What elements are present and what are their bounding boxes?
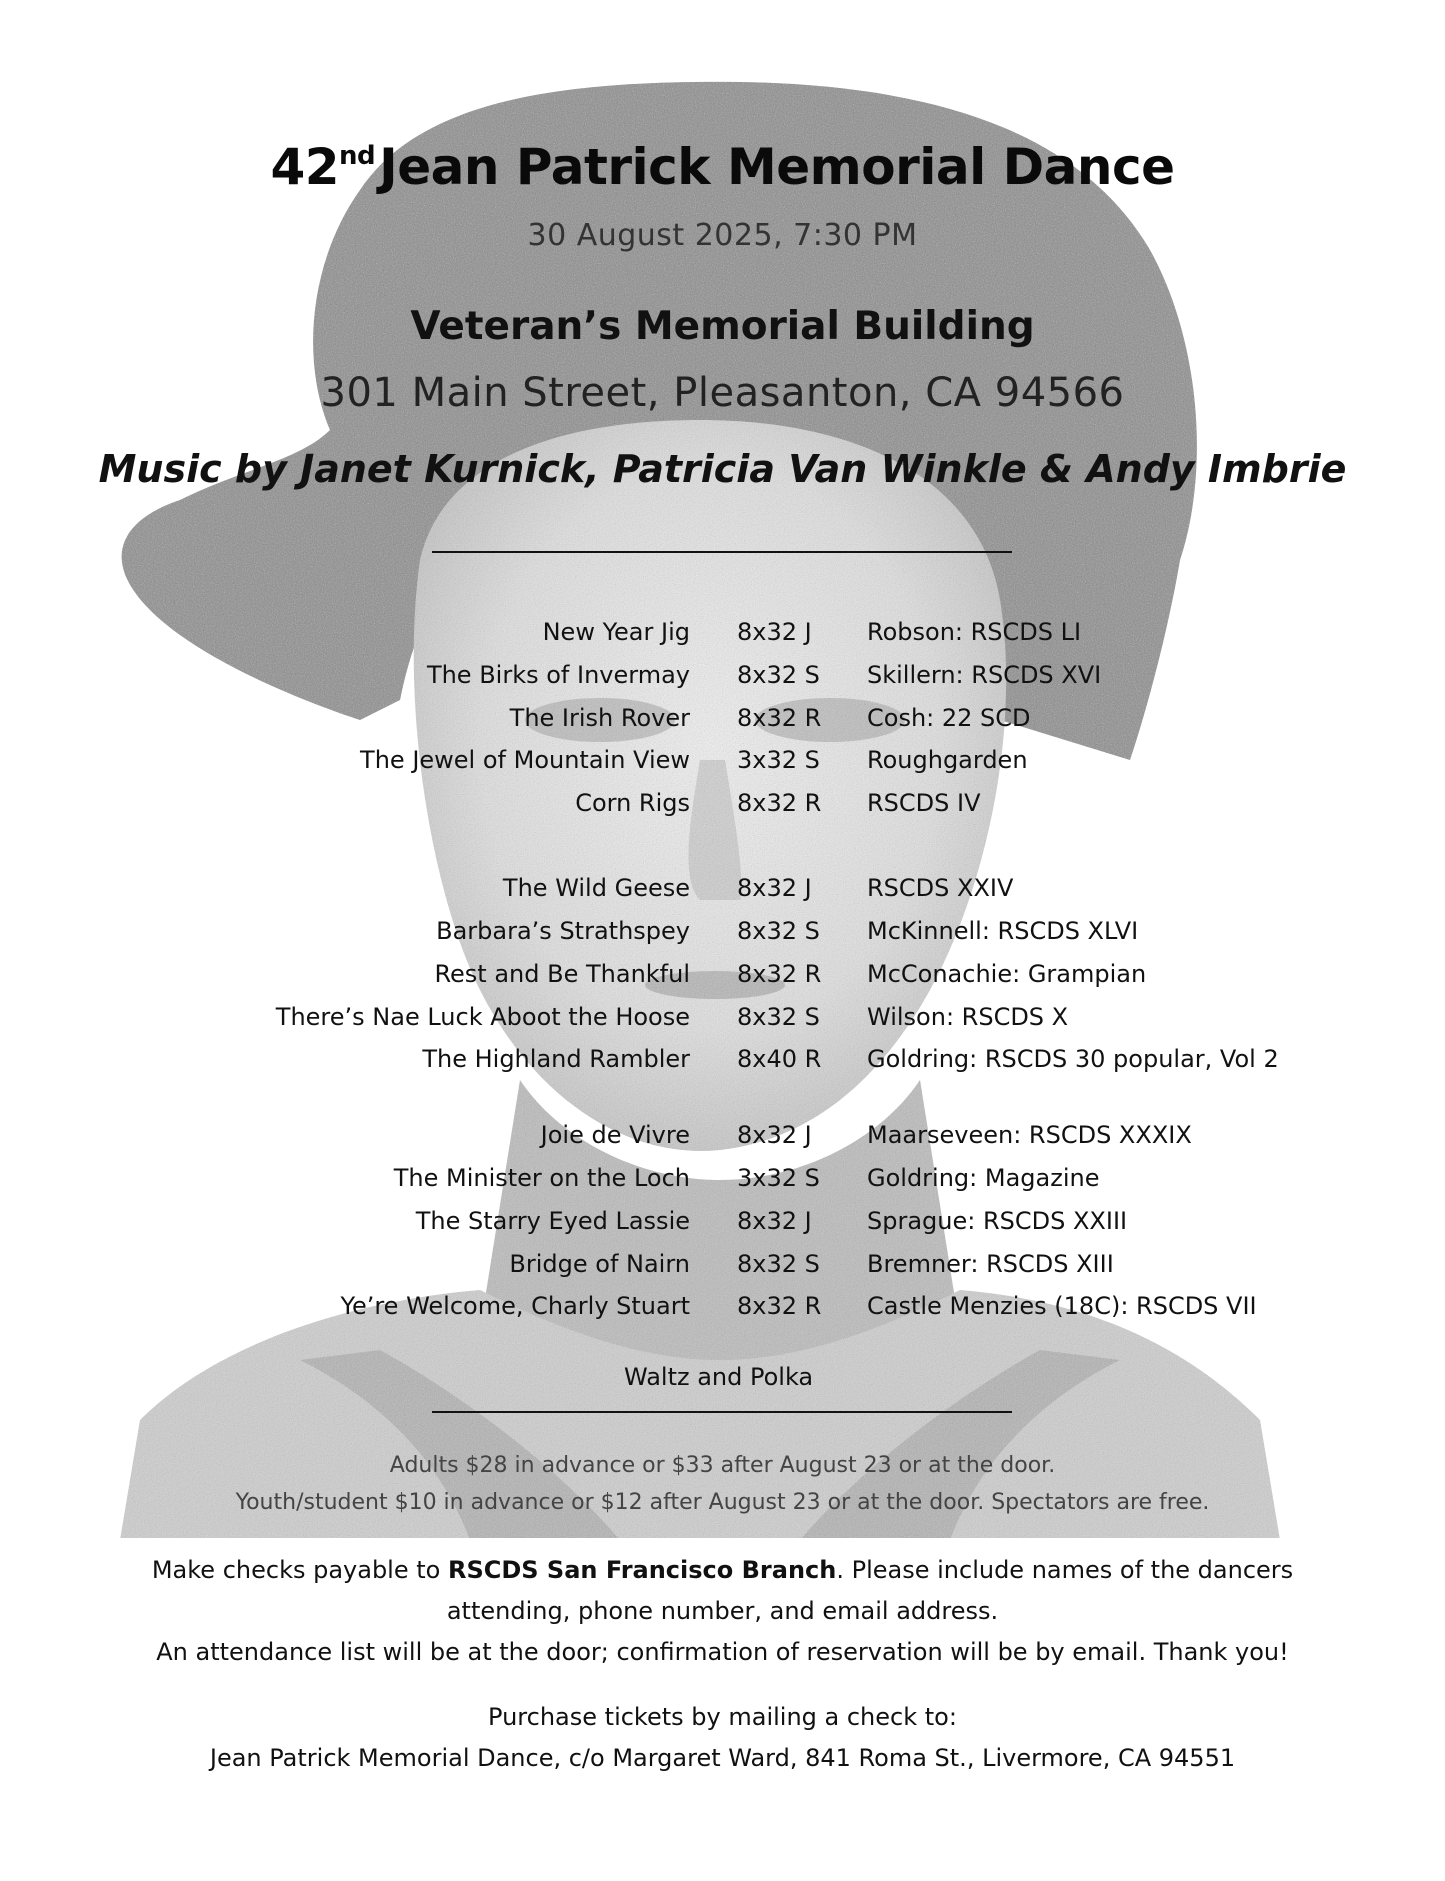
title-number: 42 (270, 138, 340, 196)
dance-name: The Birks of Invermay (426, 661, 690, 689)
dance-source: Goldring: Magazine (867, 1164, 1100, 1192)
dance-source: Castle Menzies (18C): RSCDS VII (867, 1292, 1257, 1320)
closing-dance: Waltz and Polka (624, 1363, 814, 1391)
title-ordinal-suffix: nd (339, 141, 376, 171)
dance-name: Rest and Be Thankful (434, 960, 690, 988)
dance-name: The Highland Rambler (422, 1045, 690, 1073)
dance-source: RSCDS IV (867, 789, 981, 817)
dance-row (0, 917, 1445, 953)
venue-name: Veteran’s Memorial Building (410, 304, 1035, 349)
dance-name: The Jewel of Mountain View (360, 746, 690, 774)
dance-form: 8x32 J (737, 1207, 812, 1235)
dance-source: Sprague: RSCDS XXIII (867, 1207, 1128, 1235)
payment-info (0, 1550, 1445, 1673)
dance-row (0, 661, 1445, 697)
mailing-address: Jean Patrick Memorial Dance, c/o Margaret Ward, 841 Roma St., Livermore, CA 94551 (209, 1744, 1236, 1772)
checks-line: Make checks payable to RSCDS San Francisco Branch. Please include names of the dancers (151, 1556, 1294, 1584)
dance-name: Joie de Vivre (540, 1121, 690, 1149)
venue-address: 301 Main Street, Pleasanton, CA 94566 (320, 370, 1125, 416)
dance-source: Wilson: RSCDS X (867, 1003, 1069, 1031)
dance-row (0, 1164, 1445, 1200)
dance-form: 8x32 S (737, 661, 820, 689)
dance-row (0, 1207, 1445, 1243)
event-title (0, 138, 1445, 196)
dance-row (0, 874, 1445, 910)
dance-form: 3x32 S (737, 746, 820, 774)
dance-form: 8x32 R (737, 789, 822, 817)
dance-name: There’s Nae Luck Aboot the Hoose (275, 1003, 690, 1031)
dance-source: McKinnell: RSCDS XLVI (867, 917, 1139, 945)
dance-name: Corn Rigs (575, 789, 690, 817)
dance-name: The Irish Rover (509, 704, 690, 732)
title-text: Jean Patrick Memorial Dance (379, 138, 1175, 196)
dance-form: 8x32 S (737, 1003, 820, 1031)
dance-row (0, 1003, 1445, 1039)
dance-form: 8x32 S (737, 1250, 820, 1278)
dance-form: 8x32 J (737, 874, 812, 902)
adult-price: Adults $28 in advance or $33 after August 23 or at the door. (389, 1453, 1056, 1478)
payee-name: RSCDS San Francisco Branch (447, 1556, 837, 1584)
purchase-heading: Purchase tickets by mailing a check to: (488, 1703, 957, 1731)
checks-line-2: attending, phone number, and email address. (446, 1597, 999, 1625)
dance-source: Roughgarden (867, 746, 1028, 774)
dance-source: Cosh: 22 SCD (867, 704, 1031, 732)
dance-row (0, 960, 1445, 996)
dance-row (0, 618, 1445, 654)
dance-form: 8x40 R (737, 1045, 822, 1073)
dance-row (0, 746, 1445, 782)
dance-form: 8x32 J (737, 1121, 812, 1149)
dance-source: Bremner: RSCDS XIII (867, 1250, 1114, 1278)
dance-source: Goldring: RSCDS 30 popular, Vol 2 (867, 1045, 1279, 1073)
divider-top (432, 551, 1012, 553)
dance-source: Maarseveen: RSCDS XXXIX (867, 1121, 1192, 1149)
dance-row (0, 1121, 1445, 1157)
dance-form: 8x32 S (737, 917, 820, 945)
dance-form: 3x32 S (737, 1164, 820, 1192)
dance-form: 8x32 R (737, 960, 822, 988)
dance-row (0, 1292, 1445, 1328)
dance-name: Ye’re Welcome, Charly Stuart (340, 1292, 690, 1320)
dance-source: Robson: RSCDS LI (867, 618, 1082, 646)
youth-price: Youth/student $10 in advance or $12 after August 23 or at the door. Spectators are free. (235, 1490, 1210, 1515)
dance-source: McConachie: Grampian (867, 960, 1147, 988)
music-credits: Music by Janet Kurnick, Patricia Van Winkle & Andy Imbrie (98, 447, 1347, 491)
ticket-prices (0, 1447, 1445, 1521)
dance-name: Bridge of Nairn (509, 1250, 690, 1278)
dance-row (0, 1045, 1445, 1081)
dance-name: New Year Jig (542, 618, 690, 646)
dance-row (0, 1250, 1445, 1286)
dance-row (0, 704, 1445, 740)
dance-form: 8x32 J (737, 618, 812, 646)
event-date: 30 August 2025, 7:30 PM (527, 218, 918, 253)
purchase-info (0, 1697, 1445, 1779)
dance-name: The Starry Eyed Lassie (415, 1207, 690, 1235)
dance-name: Barbara’s Strathspey (436, 917, 690, 945)
dance-form: 8x32 R (737, 1292, 822, 1320)
divider-bottom (432, 1411, 1012, 1413)
dance-source: Skillern: RSCDS XVI (867, 661, 1102, 689)
dance-row (0, 789, 1445, 825)
attendance-note: An attendance list will be at the door; confirmation of reservation will be by email. Thank you! (156, 1638, 1289, 1666)
dance-name: The Minister on the Loch (393, 1164, 690, 1192)
dance-source: RSCDS XXIV (867, 874, 1014, 902)
dance-form: 8x32 R (737, 704, 822, 732)
dance-name: The Wild Geese (502, 874, 690, 902)
